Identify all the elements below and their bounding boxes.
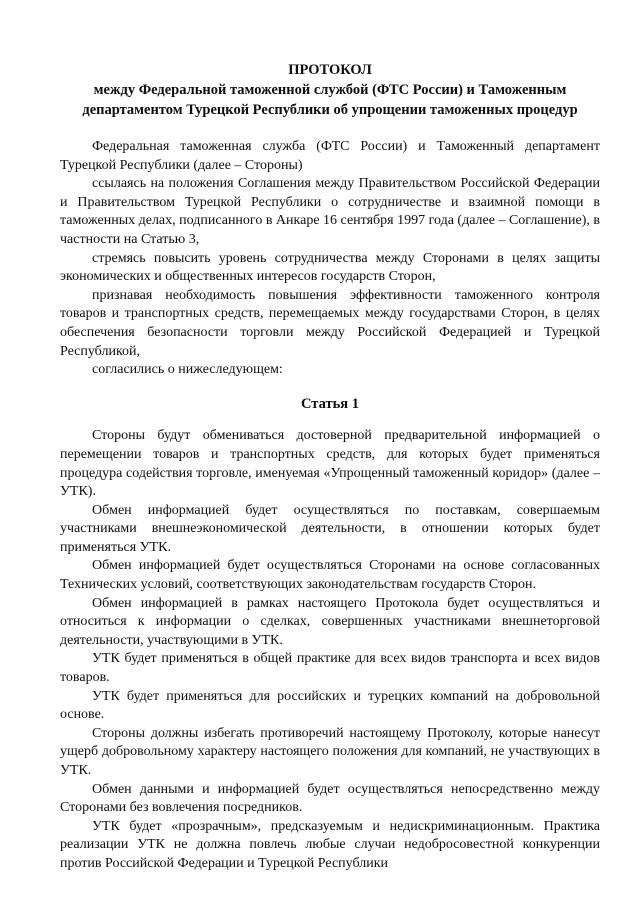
preamble-paragraph-5: согласились о нижеследующем: bbox=[92, 362, 283, 378]
article-1-paragraph-5: УТК будет применяться в общей практике для всех видов транспорта и всех видов товаров. bbox=[60, 651, 600, 686]
preamble-paragraph-4: признавая необходимость повышения эффективности таможенного контроля товаров и транспортных средств, перемещаемых между государствами Сторон, в целях обеспечения безопасности торговли между Российской Федерацией и Турецкой Республикой, bbox=[60, 287, 600, 359]
article-1-paragraph-6: УТК будет применяться для российских и турецких компаний на добровольной основе. bbox=[60, 688, 600, 723]
article-1-heading: Статья 1 bbox=[301, 395, 359, 412]
article-1-paragraph-8: Обмен данными и информацией будет осуществляться непосредственно между Сторонами без вовлечения посредников. bbox=[60, 781, 600, 816]
preamble-paragraph-1: Федеральная таможенная служба (ФТС России) и Таможенный департамент Турецкой Республики (далее – Стороны) bbox=[60, 139, 600, 173]
article-1-paragraph-7: Стороны должны избегать противоречий настоящему Протоколу, которые нанесут ущерб добровольному характеру настоящего положения для компаний, не участвующих в УТК. bbox=[60, 725, 600, 778]
document-title: ПРОТОКОЛ bbox=[288, 62, 372, 78]
article-1-paragraph-2: Обмен информацией будет осуществляться по поставкам, совершаемым участниками внешнеэкономической деятельности, в отношении которых будет применяться УТК. bbox=[60, 502, 600, 555]
document-subtitle: между Федеральной таможенной службой (ФТС России) и Таможенным департаментом Турецкой Республики об упрощении таможенных процедур bbox=[82, 82, 578, 118]
preamble-paragraph-2: ссылаясь на положения Соглашения между Правительством Российской Федерации и Правительством Турецкой Республики о сотрудничестве и взаимной помощи в таможенных делах, подписанного в Анкаре 16 сентября 1997 года (далее – Соглашение), в частности на Статью 3, bbox=[60, 176, 600, 247]
article-1-paragraph-1: Стороны будут обмениваться достоверной предварительной информацией о перемещении товаров и транспортных средств, для которых будет применяться процедура содействия торговле, именуемая «Упрощенный таможенный коридор» (далее – УТК). bbox=[60, 428, 600, 500]
article-1-paragraph-3: Обмен информацией будет осуществляться Сторонами на основе согласованных Технических условий, соответствующих законодательствам государств Сторон. bbox=[60, 558, 600, 593]
article-1-paragraph-4: Обмен информацией в рамках настоящего Протокола будет осуществляться и относиться к информации о сделках, совершенных участниками внешнеторговой деятельности, участвующими в УТК. bbox=[60, 595, 600, 648]
article-1-paragraph-9: УТК будет «прозрачным», предсказуемым и недискриминационным. Практика реализации УТК не должна повлечь любые случаи недобросовестной конкуренции против Российской Федерации и Турецкой Республики bbox=[60, 818, 600, 871]
preamble-paragraph-3: стремясь повысить уровень сотрудничества между Сторонами в целях защиты экономических и общественных интересов государств Сторон, bbox=[60, 250, 600, 285]
